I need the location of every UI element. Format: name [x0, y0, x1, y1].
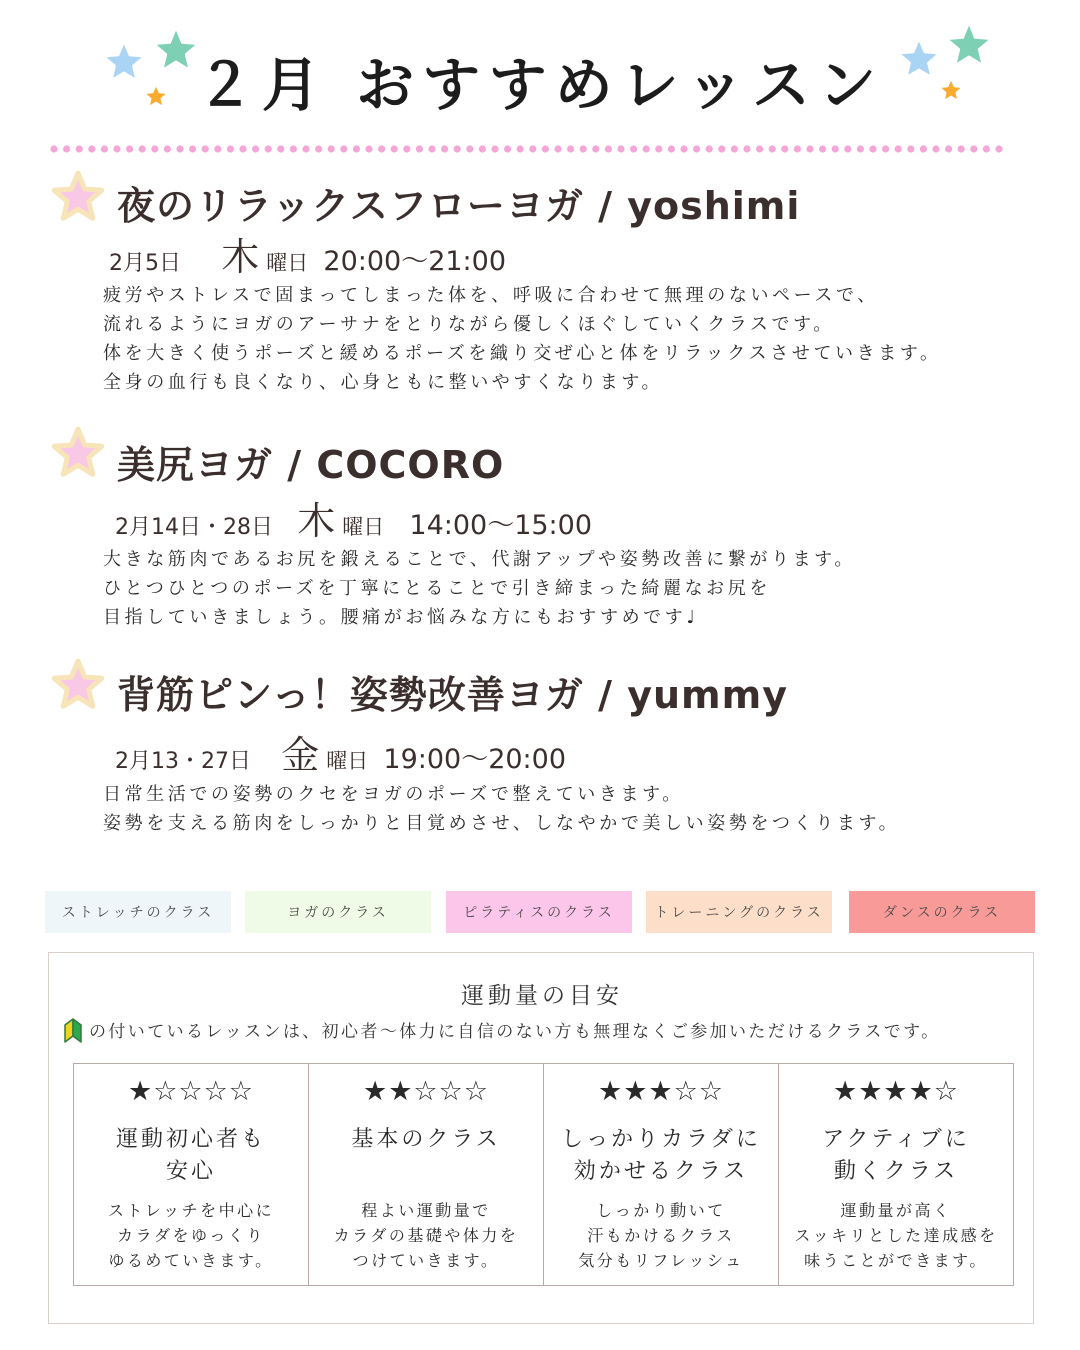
- level-stars: ★☆☆☆☆: [127, 1076, 255, 1107]
- lesson-description: [103, 780, 900, 838]
- weekday-suffix: 曜日: [326, 749, 369, 773]
- level-name-line: 基本のクラス: [351, 1127, 501, 1152]
- lesson-schedule: [115, 724, 566, 779]
- pink-star-icon: [50, 170, 106, 226]
- lesson-schedule: [115, 490, 592, 545]
- level-cell: [74, 1064, 309, 1285]
- level-desc-line: スッキリとした達成感を: [794, 1226, 998, 1245]
- lesson-time: 20:00〜21:00: [323, 246, 507, 277]
- level-desc-line: 程よい運動量で: [361, 1201, 491, 1220]
- level-description: [74, 1198, 308, 1273]
- lesson-weekday: 木: [221, 235, 260, 279]
- level-desc-line: 汗もかけるクラス: [587, 1226, 735, 1245]
- beginner-note: の付いているレッスンは、初心者〜体力に自信のない方も無理なくご参加いただけるクラスです。: [89, 1022, 941, 1042]
- level-name-line: しっかりカラダに: [561, 1127, 761, 1152]
- level-desc-line: つけていきます。: [352, 1251, 500, 1270]
- lesson-title: 美尻ヨガ / COCORO: [117, 443, 505, 487]
- level-desc-line: 味うことができます。: [804, 1251, 988, 1270]
- dotted-divider: [50, 143, 1005, 155]
- level-desc-line: ゆるめていきます。: [108, 1251, 274, 1270]
- legend-yoga: ヨガのクラス: [245, 891, 431, 933]
- page-title: ２月 おすすめレッスン: [195, 51, 885, 119]
- beginner-mark-icon: [63, 1016, 83, 1044]
- description-line: 目指していきましょう。腰痛がお悩みな方にもおすすめです♩: [103, 607, 699, 628]
- level-stars: ★★★☆☆: [597, 1076, 725, 1107]
- green-star-icon: [947, 23, 991, 65]
- level-description: [779, 1198, 1013, 1273]
- level-desc-line: 気分もリフレッシュ: [578, 1251, 744, 1270]
- level-name-line: アクティブに: [822, 1127, 970, 1152]
- description-line: 体を大きく使うポーズと緩めるポーズを織り交ぜ心と体をリラックスさせていきます。: [103, 343, 942, 364]
- description-line: 疲労やストレスで固まってしまった体を、呼吸に合わせて無理のないペースで、: [103, 285, 879, 306]
- level-description: [544, 1198, 778, 1273]
- level-name: [779, 1124, 1013, 1188]
- orange-star-icon: [940, 79, 963, 101]
- description-line: 日常生活での姿勢のクセをヨガのポーズで整えていきます。: [103, 784, 684, 805]
- level-name: [544, 1124, 778, 1188]
- level-desc-line: カラダの基礎や体力を: [333, 1226, 519, 1245]
- level-table: [73, 1063, 1014, 1286]
- weekday-suffix: 曜日: [266, 251, 309, 275]
- lesson-date: 2月13・27日: [115, 749, 251, 774]
- lesson-description: [103, 545, 856, 632]
- level-cell: [309, 1064, 544, 1285]
- legend-pilates: ピラティスのクラス: [446, 891, 632, 933]
- level-cell: [544, 1064, 779, 1285]
- level-description: [309, 1198, 543, 1273]
- description-line: 流れるようにヨガのアーサナをとりながら優しくほぐしていくクラスです。: [103, 314, 835, 335]
- lesson-weekday: 木: [297, 499, 336, 543]
- lesson-description: [103, 281, 942, 397]
- level-name-line: 動くクラス: [833, 1159, 959, 1184]
- legend-dance: ダンスのクラス: [849, 891, 1035, 933]
- lesson-date: 2月14日・28日: [115, 515, 273, 540]
- guide-title: 運動量の目安: [461, 983, 623, 1009]
- pink-star-icon: [50, 426, 106, 482]
- description-line: ひとつひとつのポーズを丁寧にとることで引き締まった綺麗なお尻を: [103, 578, 771, 599]
- level-desc-line: ストレッチを中心に: [107, 1201, 275, 1220]
- blue-star-icon: [899, 39, 939, 77]
- level-name-line: 運動初心者も: [115, 1127, 266, 1152]
- level-desc-line: 運動量が高く: [840, 1201, 952, 1220]
- decorative-stars-right: [893, 20, 1003, 115]
- level-cell: [779, 1064, 1013, 1285]
- weekday-suffix: 曜日: [342, 515, 385, 539]
- description-line: 全身の血行も良くなり、心身ともに整いやすくなります。: [103, 372, 664, 393]
- level-stars: ★★☆☆☆: [362, 1076, 490, 1107]
- description-line: 大きな筋肉であるお尻を鍛えることで、代謝アップや姿勢改善に繋がります。: [103, 549, 856, 570]
- pink-star-icon: [50, 658, 106, 714]
- lesson-time: 14:00〜15:00: [409, 510, 593, 541]
- level-desc-line: しっかり動いて: [596, 1201, 726, 1220]
- lesson-weekday: 金: [281, 733, 320, 777]
- description-line: 姿勢を支える筋肉をしっかりと目覚めさせ、しなやかで美しい姿勢をつくります。: [103, 813, 901, 834]
- exercise-level-guide: [48, 952, 1034, 1324]
- lesson-title: 夜のリラックスフローヨガ / yoshimi: [117, 184, 801, 228]
- lesson-time: 19:00〜20:00: [383, 744, 567, 775]
- lesson-title: 背筋ピンっ！姿勢改善ヨガ / yummy: [117, 673, 788, 717]
- level-desc-line: カラダをゆっくり: [117, 1226, 265, 1245]
- level-name-line: 安心: [165, 1159, 216, 1184]
- lesson-date: 2月5日: [109, 251, 181, 276]
- legend-stretch: ストレッチのクラス: [45, 891, 231, 933]
- lesson-schedule: [109, 226, 506, 281]
- level-stars: ★★★★☆: [832, 1076, 960, 1107]
- level-name: [309, 1124, 543, 1156]
- level-name: [74, 1124, 308, 1188]
- legend-training: トレーニングのクラス: [646, 891, 832, 933]
- level-name-line: 効かせるクラス: [573, 1159, 749, 1184]
